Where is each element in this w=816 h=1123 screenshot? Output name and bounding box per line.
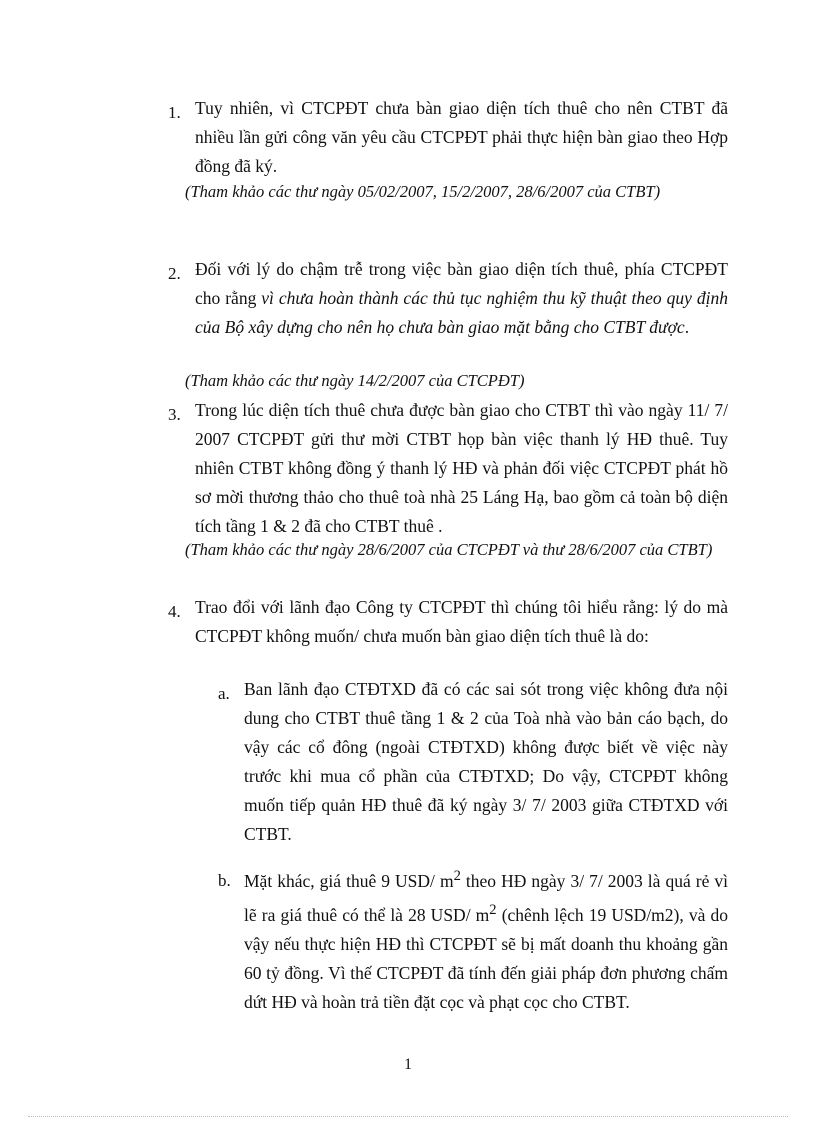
- list-item-1: [168, 94, 728, 181]
- text-part: (chênh lệch 19 USD/m2), và do vậy nếu thực hiện HĐ thì CTCPĐT sẽ bị mất doanh thu khoảng gần 60 tỷ đồng. Vì thế CTCPĐT đã tính đến giải pháp đơn phương chấm dứt HĐ và hoàn trả tiền đặt cọc và phạt cọc cho CTBT.: [244, 904, 728, 1012]
- list-text: Tuy nhiên, vì CTCPĐT chưa bàn giao diện tích thuê cho nên CTBT đã nhiều lần gửi công văn yêu cầu CTCPĐT phải thực hiện bàn giao theo Hợp đồng đã ký.: [195, 98, 728, 176]
- reference-note-3: (Tham khảo các thư ngày 28/6/2007 của CTCPĐT và thư 28/6/2007 của CTBT): [185, 540, 713, 559]
- superscript: 2: [489, 901, 497, 918]
- text-end: .: [684, 317, 690, 337]
- sub-letter: a.: [218, 684, 230, 703]
- reference-note-1: (Tham khảo các thư ngày 05/02/2007, 15/2/2007, 28/6/2007 của CTBT): [185, 182, 661, 201]
- list-number: 1.: [168, 103, 181, 122]
- sub-item-a: [218, 675, 728, 849]
- sub-text: [244, 862, 728, 1017]
- text-part: Mặt khác, giá thuê 9 USD/ m: [244, 870, 454, 891]
- text-lead: Đối với lý do chậm trễ trong việc bàn giao diện tích thuê, phía CTCPĐT cho rằng: [195, 259, 728, 308]
- list-text: Trong lúc diện tích thuê chưa được bàn giao cho CTBT thì vào ngày 11/ 7/ 2007 CTCPĐT gửi thư mời CTBT họp bàn việc thanh lý HĐ thuê. Tuy nhiên CTBT không đồng ý thanh lý HĐ và phản đối việc CTCPĐT phát hồ sơ mời thương thảo cho thuê toà nhà 25 Láng Hạ, bao gồm cả toàn bộ diện tích tầng 1 & 2 đã cho CTBT thuê .: [195, 400, 728, 536]
- page-bottom-border: [28, 1116, 788, 1117]
- list-number: 4.: [168, 602, 181, 621]
- list-item-3: [168, 396, 728, 541]
- text-part: theo HĐ ngày 3/ 7/ 2003 là quá rẻ vì lẽ ra giá thuê có thể là 28 USD/ m: [244, 870, 728, 925]
- list-number: 2.: [168, 264, 181, 283]
- sub-item-b: [218, 862, 728, 1017]
- list-text: Trao đổi với lãnh đạo Công ty CTCPĐT thì chúng tôi hiểu rằng: lý do mà CTCPĐT không muốn/ chưa muốn bàn giao diện tích thuê là do:: [195, 597, 728, 646]
- list-item-2: [168, 255, 728, 342]
- page-number: 1: [404, 1056, 412, 1073]
- sub-letter: b.: [218, 871, 231, 890]
- list-item-4: [168, 593, 728, 651]
- list-text: [195, 255, 728, 342]
- superscript: 2: [453, 868, 461, 884]
- reference-note-2: (Tham khảo các thư ngày 14/2/2007 của CTCPĐT): [185, 371, 525, 390]
- text-italic: vì chưa hoàn thành các thủ tục nghiệm thu kỹ thuật theo quy định của Bộ xây dựng cho nên họ chưa bàn giao mặt bằng cho CTBT được: [195, 288, 728, 337]
- list-number: 3.: [168, 405, 181, 424]
- sub-text: Ban lãnh đạo CTĐTXD đã có các sai sót trong việc không đưa nội dung cho CTBT thuê tầng 1 & 2 của Toà nhà vào bản cáo bạch, do vậy các cổ đông (ngoài CTĐTXD) không được biết về việc này trước khi mua cổ phần của CTĐTXD; Do vậy, CTCPĐT không muốn tiếp quản HĐ thuê đã ký ngày 3/ 7/ 2003 giữa CTĐTXD với CTBT.: [244, 679, 728, 844]
